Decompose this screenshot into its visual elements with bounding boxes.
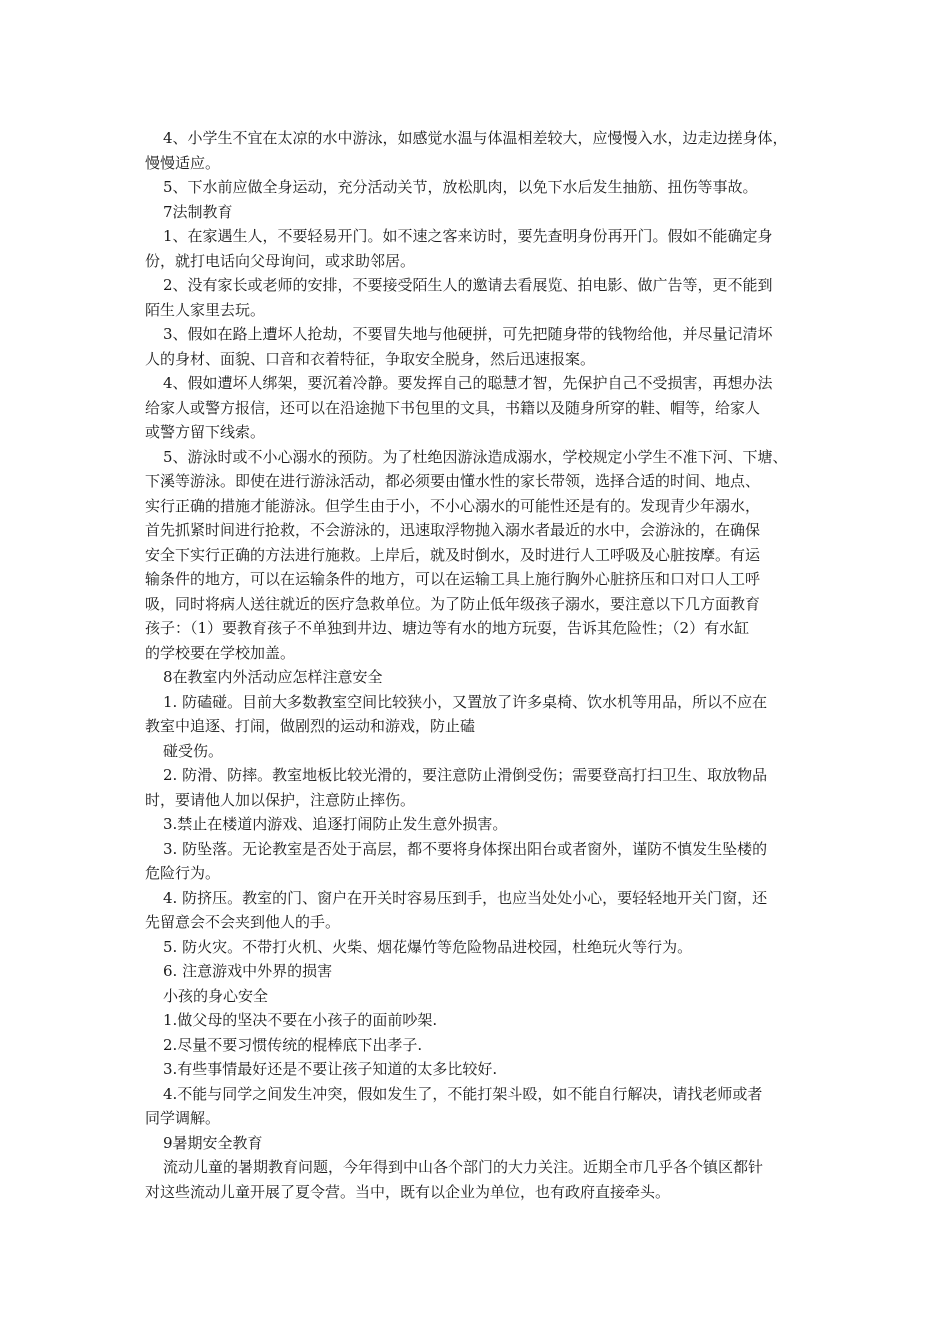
text-line: 慢慢适应。 [145, 153, 221, 172]
text-line: 或警方留下线索。 [145, 423, 266, 441]
text-line: 4.不能与同学之间发生冲突，假如发生了，不能打架斗殴，如不能自行解决，请找老师或者 [163, 1084, 763, 1103]
text-line: 2. 防滑、防摔。教室地板比较光滑的，要注意防止滑倒受伤；需要登高打扫卫生、取放物品 [163, 766, 768, 784]
text-line: 实行正确的措施才能游泳。但学生由于小，不小心溺水的可能性还是有的。发现青少年溺水， [145, 496, 761, 515]
text-line: 5、下水前应做全身运动，充分活动关节，放松肌肉，以免下水后发生抽筋、扭伤等事故。 [163, 178, 758, 196]
text-line: 1. 防磕碰。目前大多数教室空间比较狭小，又置放了许多桌椅、饮水机等用品，所以不应在 [163, 692, 768, 711]
text-line: 先留意会不会夹到他人的手。 [145, 913, 341, 931]
text-line: 安全下实行正确的方法进行施救。上岸后，就及时倒水，及时进行人工呼吸及心脏按摩。有运 [145, 545, 761, 564]
text-line: 2、没有家长或老师的安排，不要接受陌生人的邀请去看展览、拍电影、做广告等，更不能到 [163, 276, 773, 294]
text-line: 6. 注意游戏中外界的损害 [163, 962, 333, 980]
text-line: 8在教室内外活动应怎样注意安全 [163, 668, 383, 686]
text-line: 孩子：（1）要教育孩子不单独到井边、塘边等有水的地方玩耍，告诉其危险性；（2）有水缸 [145, 619, 750, 637]
text-line: 教室中追逐、打闹，做剧烈的运动和游戏，防止磕 [145, 717, 476, 735]
text-line: 危险行为。 [145, 864, 221, 882]
text-line: 人的身材、面貌、口音和衣着特征，争取安全脱身，然后迅速报案。 [145, 349, 596, 368]
text-line: 3、假如在路上遭坏人抢劫，不要冒失地与他硬拼，可先把随身带的钱物给他，并尽量记清坏 [163, 325, 773, 343]
text-line: 5、游泳时或不小心溺水的预防。为了杜绝因游泳造成溺水，学校规定小学生不准下河、下塘、 [163, 447, 788, 466]
text-line: 对这些流动儿童开展了夏令营。当中，既有以企业为单位，也有政府直接牵头。 [145, 1182, 671, 1201]
text-line: 同学调解。 [145, 1109, 221, 1127]
text-line: 给家人或警方报信，还可以在沿途抛下书包里的文具，书籍以及随身所穿的鞋、帽等，给家人 [145, 398, 761, 417]
text-line: 1.做父母的坚决不要在小孩子的面前吵架. [163, 1011, 438, 1029]
text-line: 3. 防坠落。无论教室是否处于高层，都不要将身体探出阳台或者窗外，谨防不慎发生坠楼的 [163, 839, 768, 858]
text-line: 4. 防挤压。教室的门、窗户在开关时容易压到手，也应当处处小心，要轻轻地开关门窗，还 [163, 888, 768, 907]
text-line: 碰受伤。 [163, 741, 224, 760]
text-line: 下溪等游泳。即使在进行游泳活动，都必须要由懂水性的家长带领，选择合适的时间、地点、 [145, 472, 761, 490]
text-line: 吸，同时将病人送往就近的医疗急救单位。为了防止低年级孩子溺水，要注意以下几方面教育 [145, 594, 761, 613]
text-line: 陌生人家里去玩。 [145, 300, 266, 319]
document-body [145, 126, 825, 1204]
text-line: 2.尽量不要习惯传统的棍棒底下出孝子. [163, 1035, 423, 1054]
text-line: 4、小学生不宜在太凉的水中游泳，如感觉水温与体温相差较大，应慢慢入水，边走边搓身体， [163, 129, 788, 147]
text-line: 首先抓紧时间进行抢救，不会游泳的，迅速取浮物抛入溺水者最近的水中，会游泳的，在确保 [145, 521, 761, 539]
text-line: 输条件的地方，可以在运输条件的地方，可以在运输工具上施行胸外心脏挤压和口对口人工呼 [145, 570, 761, 588]
text-line: 5. 防火灾。不带打火机、火柴、烟花爆竹等危险物品进校园，杜绝玩火等行为。 [163, 937, 693, 956]
text-line: 份，就打电话向父母询问，或求助邻居。 [145, 251, 416, 270]
text-line: 时，要请他人加以保护，注意防止摔伤。 [145, 790, 416, 809]
text-line: 3.禁止在楼道内游戏、追逐打闹防止发生意外损害。 [163, 815, 508, 833]
text-line: 的学校要在学校加盖。 [145, 643, 296, 662]
text-line: 4、假如遭坏人绑架，要沉着冷静。要发挥自己的聪慧才智，先保护自己不受损害，再想办法 [163, 374, 773, 392]
text-line: 9暑期安全教育 [163, 1133, 263, 1152]
text-line: 3.有些事情最好还是不要让孩子知道的太多比较好. [163, 1060, 498, 1078]
text-line: 1、在家遇生人，不要轻易开门。如不速之客来访时，要先查明身份再开门。假如不能确定身 [163, 227, 773, 245]
text-line: 小孩的身心安全 [163, 986, 269, 1005]
text-line: 流动儿童的暑期教育问题，今年得到中山各个部门的大力关注。近期全市几乎各个镇区都针 [163, 1158, 764, 1176]
text-line: 7法制教育 [163, 202, 233, 221]
